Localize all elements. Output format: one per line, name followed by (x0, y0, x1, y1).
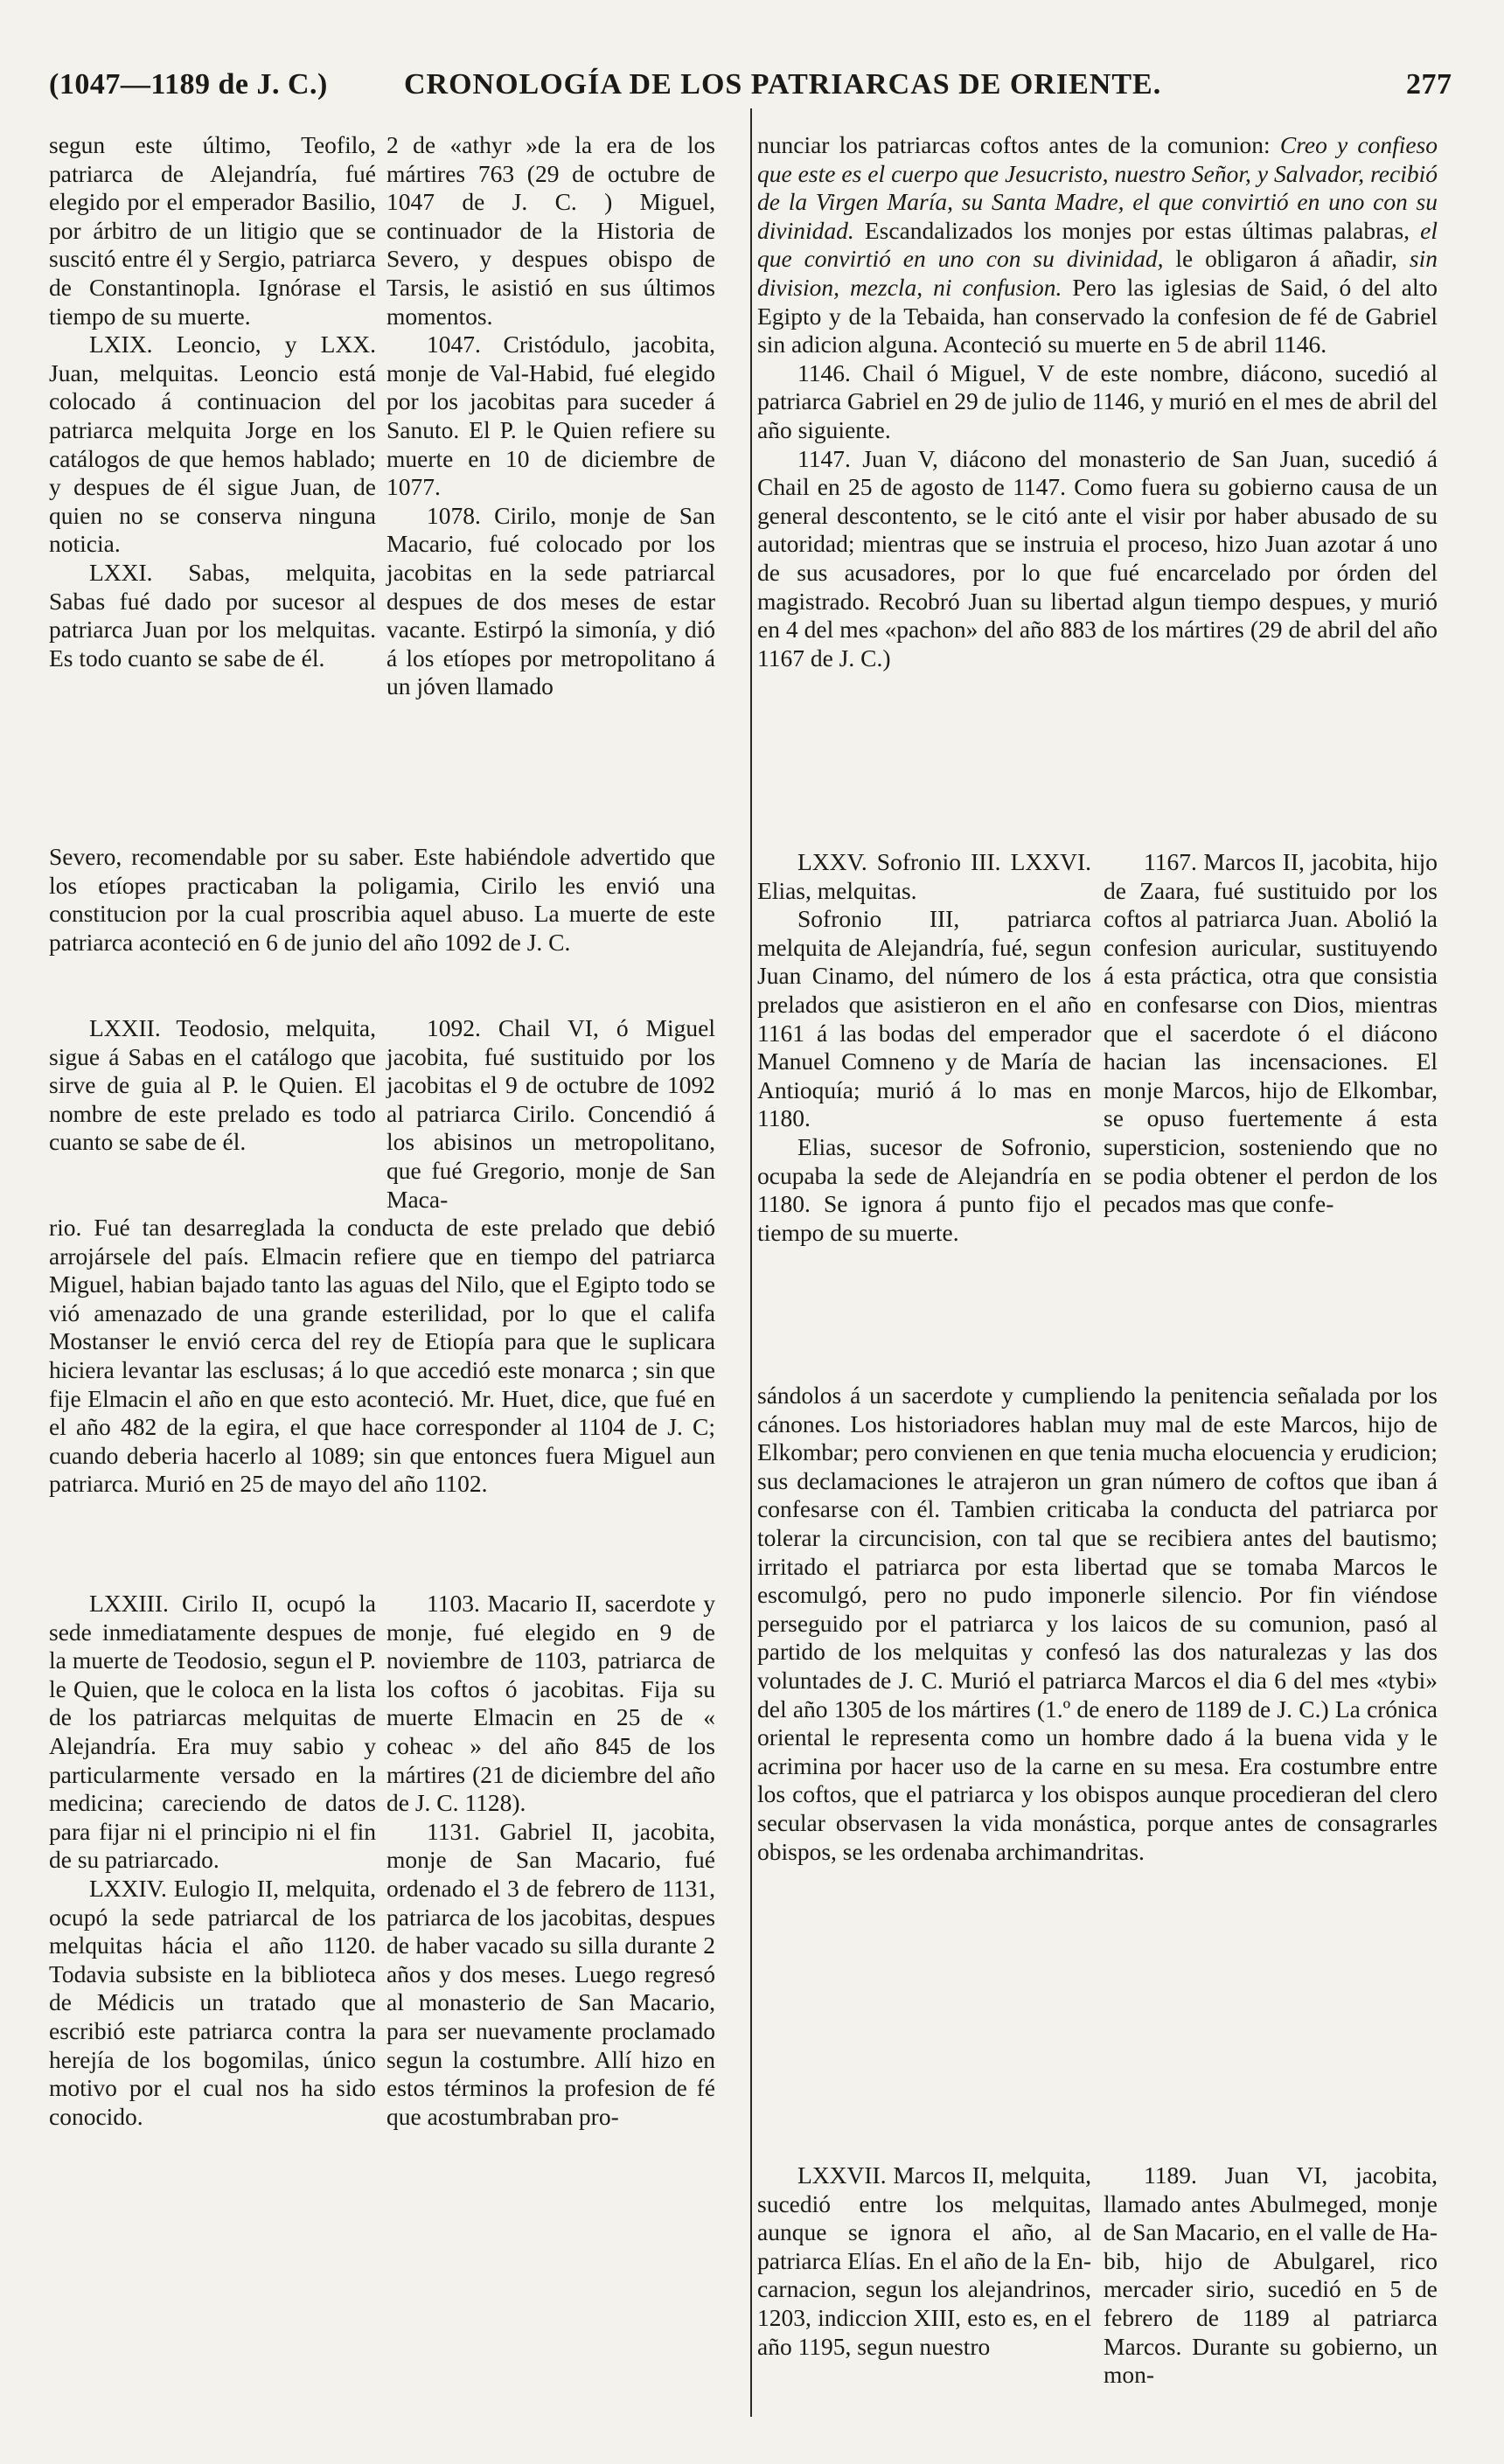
paragraph: LXXIV. Eulogio II, melquita, ocupó la sede patriarcal de los melquitas hácia el año 1120. Todavia subsiste en la biblioteca de Médicis un tratado que escribió este patriarca contra la herejía de los bogomilas, único motivo por el cual nos ha sido conocido. (49, 1874, 376, 2130)
paragraph: 1092. Chail VI, ó Miguel jacobita, fué sustituido por los jacobitas el 9 de octubre de 1092 al patriarca Cirilo. Concendió á los abisinos un metropolitano, que fué Gregorio, monje de San Maca- (386, 1014, 715, 1213)
col1c-text (49, 1014, 376, 1157)
paragraph: rio. Fué tan desarreglada la conducta de este prelado que debió arrojársele del país. Elmacin refiere que en tiempo del patriarca Miguel, habian bajado tanto las aguas del Nilo, que el Egipto todo se vió amenazado de una grande esterilidad, por lo que el califa Mostanser le envió cerca del rey de Etiopía para que le suplicara hiciera levantar las esclusas; á lo que accedió este monarca ; sin que fije Elmacin el año en que esto aconteció. Mr. Huet, dice, que fué en el año 482 de la egira, el que hace corresponder al 1104 de J. C; cuando deberia hacerlo al 1089; sin que entonces fuera Miguel aun patriarca. Murió en 25 de mayo del año 1102. (49, 1214, 715, 1498)
header-date-range: (1047—1189 de J. C.) (49, 68, 328, 101)
text-run: nunciar los patriarcas coftos antes de la comunion: (757, 131, 1271, 158)
italic-quote: sin division, mezcla, ni confusion. (757, 245, 1438, 301)
paragraph: Sofronio III, patriarca melquita de Alejandría, fué, segun Juan Cinamo, del número de los prelados que asistieron en el año 1161 á las bodas del emperador Manuel Comneno y de María de Antioquía; murió á lo mas en 1180. (757, 905, 1091, 1132)
col2f-text (1104, 2161, 1438, 2390)
paragraph: Severo, recomendable por su saber. Este habiéndole advertido que los etíopes practicaban la poligamia, Cirilo les envió una constitucion por la cual proscribia aquel abuso. La muerte de este patriarca aconteció en 6 de junio del año 1092 de J. C. (49, 843, 715, 956)
paragraph: 1131. Gabriel II, jacobita, monje de San Macario, fué ordenado el 3 de febrero de 1131, patriarca de los jacobitas, despues de haber vacado su silla durante 2 años y dos meses. Luego regresó al monasterio de San Macario, para ser nuevamente proclamado segun la costumbre. Allí hizo en estos términos la profesion de fé que acostumbraban pro- (386, 1817, 715, 2130)
paragraph: 1189. Juan VI, jacobita, llamado antes Abulmeged, monje de San Macario, en el valle de Habib, hijo de Abulgarel, rico mercader sirio, sucedió en 5 de febrero de 1189 al patriarca Marcos. Durante su gobierno, un mon- (1104, 2161, 1438, 2389)
col1b-text (386, 131, 715, 701)
paragraph: 1078. Cirilo, monje de San Macario, fué colocado por los jacobitas en la sede patriarcal despues de dos meses de estar vacante. Estirpó la simonía, y dió á los etíopes por metropolitano á un jóven llamado (386, 501, 715, 700)
paragraph: LXXV. Sofronio III. LXXVI. Elias, melquitas. (757, 848, 1091, 904)
col1f-text (386, 1590, 715, 2131)
col2c-text (757, 848, 1091, 1247)
header-title: CRONOLOGÍA DE LOS PATRIARCAS DE ORIENTE. (404, 68, 1162, 101)
paragraph: 1147. Juan V, diácono del monasterio de San Juan, sucedió á Chail en 25 de agosto de 1147. Como fuera su gobierno causa de un general descontento, se le citó ante el visir por haber abusado de su autoridad; mientras que se instruia el proceso, hizo Juan azotar á uno de sus acusadores, por lo que fué encarcelado por órden del magistrado. Recobró Juan su libertad algun tiempo despues, y murió en 4 del mes «pachon» del año 883 de los mártires (29 de abril del año 1167 de J. C.) (757, 444, 1438, 672)
paragraph: segun este último, Teofilo, patriarca de Alejandría, fué elegido por el emperador Basilio, por árbitro de un litigio que se suscitó entre él y Sergio, patriarca de Constantinopla. Ignórase el tiempo de su muerte. (49, 131, 376, 330)
paragraph: LXIX. Leoncio, y LXX. Juan, melquitas. Leoncio está colocado á continuacion del patriarca melquita Jorge en los catálogos de que hemos hablado; y despues de él sigue Juan, de quien no se conserva ninguna noticia. (49, 331, 376, 558)
text-run: Escandalizados los monjes por estas últimas palabras, (864, 216, 1410, 244)
col1e-text (49, 1590, 376, 2131)
text-run: Pero las iglesias de Said, ó del alto Egipto y de la Tebaida, han conservado la confesion de fé de Gabriel sin adicion alguna. Aconteció su muerte en 5 de abril 1146. (757, 273, 1438, 358)
col1-span-paragraph (49, 843, 715, 957)
paragraph: 1146. Chail ó Miguel, V de este nombre, diácono, sucedió al patriarca Gabriel en 29 de julio de 1146, y murió en el mes de abril del año siguiente. (757, 358, 1438, 443)
italic-quote: Creo y confieso que este es el cuerpo que Jesucristo, nuestro Señor, y Salvador, recibió de la Virgen María, su Santa Madre, el que convirtió en uno con su divinidad. (757, 131, 1438, 244)
paragraph (757, 131, 1438, 359)
col2-span-paragraph (757, 1382, 1438, 1866)
paragraph: LXXVII. Marcos II, melquita, sucedió entre los melquitas, aunque se ignora el año, al patriarca Elías. En el año de la Encarnacion, segun los alejandrinos, 1203, indiccion XIII, esto es, en el año 1195, segun nuestro (757, 2161, 1091, 2360)
col1-span-paragraph-2 (49, 1214, 715, 1499)
text-run: le obligaron á añadir, (1175, 245, 1398, 273)
paragraph: 2 de «athyr »de la era de los mártires 763 (29 de octubre de 1047 de J. C. ) Miguel, continuador de la Historia de Severo, y despues obispo de Tarsis, le asistió en sus últimos momentos. (386, 131, 715, 330)
col1d-text (386, 1014, 715, 1214)
col1a-text (49, 131, 376, 672)
paragraph: Elias, sucesor de Sofronio, ocupaba la sede de Alejandría en 1180. Se ignora á punto fijo el tiempo de su muerte. (757, 1132, 1091, 1246)
column-divider (750, 108, 752, 2417)
paragraph: 1047. Cristódulo, jacobita, monje de Val-Habid, fué elegido por los jacobitas para suceder á Sanuto. El P. le Quien refiere su muerte en 10 de diciembre de 1077. (386, 331, 715, 501)
paragraph: LXXI. Sabas, melquita, Sabas fué dado por sucesor al patriarca Juan por los melquitas. Es todo cuanto se sabe de él. (49, 558, 376, 672)
paragraph: LXXIII. Cirilo II, ocupó la sede inmediatamente despues de la muerte de Teodosio, segun el P. le Quien, que le coloca en la lista de los patriarcas melquitas de Alejandría. Era muy sabio y particularmente versado en la medicina; careciendo de datos para fijar ni el principio ni el fin de su patriarcado. (49, 1590, 376, 1874)
paragraph: sándolos á un sacerdote y cumpliendo la penitencia señalada por los cánones. Los historiadores hablan muy mal de este Marcos, hijo de Elkombar; pero convienen en que tenia mucha elocuencia y erudicion; sus declamaciones le atrajeron un gran número de coftos que iban á confesarse con él. Tambien criticaba la conducta del patriarca por tolerar la circuncision, con tal que se recibiera antes del bautismo; irritado el patriarca por esta libertad que se tomaba Marcos le escomulgó, pero no pudo imponerle silencio. Por fin viéndose perseguido por el patriarca y los laicos de su comunion, pasó al partido de los melquitas y confesó las dos naturalezas y las dos voluntades de J. C. Murió el patriarca Marcos el dia 6 del mes «tybi» del año 1305 de los mártires (1.º de enero de 1189 de J. C.) La crónica oriental le representa como un hombre dado á la buena vida y le acrimina por hacer uso de la carne en su mesa. Era costumbre entre los coftos, que el patriarca y los obispos aunque procedieran del clero secular observasen la vida monástica, porque antes de consagrarles obispos, se les ordenaba archimandritas. (757, 1382, 1438, 1865)
page-number: 277 (1406, 68, 1452, 101)
col2e-text (757, 2161, 1091, 2361)
paragraph: 1103. Macario II, sacerdote y monje, fué elegido en 9 de noviembre de 1103, patriarca de los coftos ó jacobitas. Fija su muerte Elmacin en 25 de « coheac » del año 845 de los mártires (21 de diciembre del año de J. C. 1128). (386, 1590, 715, 1817)
col2-top-text (757, 131, 1438, 672)
paragraph: LXXII. Teodosio, melquita, sigue á Sabas en el catálogo que sirve de guia al P. le Quien. El nombre de este prelado es todo cuanto se sabe de él. (49, 1014, 376, 1156)
italic-quote: el que convirtió en uno con su divinidad, (757, 216, 1438, 273)
col2d-text (1104, 848, 1438, 1219)
paragraph: 1167. Marcos II, jacobita, hijo de Zaara, fué sustituido por los coftos al patriarca Juan. Abolió la confesion auricular, sustituyendo á esta práctica, otra que consistia en confesarse con Dios, mientras que el sacerdote ó el diácono hacian las incensaciones. El monje Marcos, hijo de Elkombar, se opuso fuertemente á esta supersticion, sosteniendo que no se podia obtener el perdon de los pecados mas que confe- (1104, 848, 1438, 1218)
